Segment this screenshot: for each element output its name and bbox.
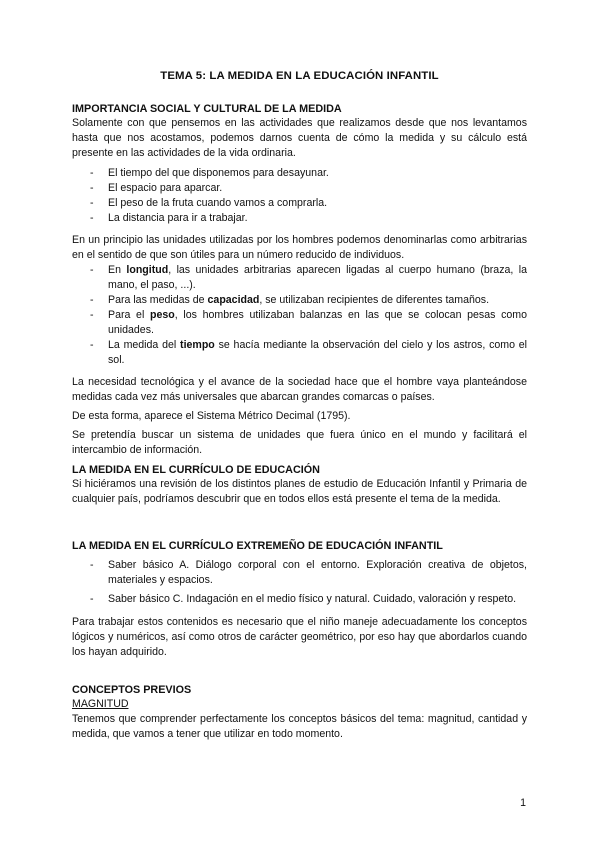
units-list [72,263,527,368]
saberes-list [72,558,527,607]
section-importancia [72,103,527,458]
activity-list [72,166,527,226]
section-heading: CONCEPTOS PREVIOS [72,684,192,696]
subsection-heading: MAGNITUD [72,698,129,710]
section-heading: LA MEDIDA EN EL CURRÍCULO DE EDUCACIÓN [72,464,320,476]
paragraph: En un principio las unidades utilizadas por los hombres podemos denominarlas como arbitrarias en el sentido de que son útiles para un número reducido de individuos. [72,234,527,261]
list-item: - El espacio para aparcar. [90,182,223,194]
paragraph: Tenemos que comprender perfectamente los conceptos básicos del tema: magnitud, cantidad y medida, que vamos a tener que utilizar en todo momento. [72,713,527,740]
section-heading: LA MEDIDA EN EL CURRÍCULO EXTREMEÑO DE EDUCACIÓN INFANTIL [72,540,443,552]
list-item: - La distancia para ir a trabajar. [90,212,248,224]
section-conceptos-previos [72,684,527,742]
page-number: 1 [520,797,526,809]
paragraph: Para trabajar estos contenidos es necesario que el niño maneje adecuadamente los conceptos lógicos y numéricos, así como otros de carácter geométrico, por eso hay que abordarlos cuando los hayan adquirido. [72,616,527,658]
section-curriculo-extremeno [72,540,527,660]
paragraph: La necesidad tecnológica y el avance de la sociedad hace que el hombre vaya planteándose medidas cada vez más universales que abarcan grandes comarcas o países. [72,376,527,403]
paragraph: Solamente con que pensemos en las actividades que realizamos desde que nos levantamos hasta que nos acostamos, podemos darnos cuenta de cómo la medida y su cálculo está presente en las actividades de la vida ordinaria. [72,117,527,159]
paragraph: Si hiciéramos una revisión de los distintos planes de estudio de Educación Infantil y Primaria de cualquier país, podríamos descubrir que en todos ellos está presente el tema de la medida. [72,478,527,505]
paragraph: De esta forma, aparece el Sistema Métrico Decimal (1795). [72,410,351,422]
list-item: - En longitud, las unidades arbitrarias aparecen ligadas al cuerpo humano (braza, la mano, el paso, ...). [90,264,528,291]
list-item: - Saber básico C. Indagación en el medio físico y natural. Cuidado, valoración y respeto. [90,593,517,605]
section-curriculo [72,464,527,507]
list-item: - El peso de la fruta cuando vamos a comprarla. [90,197,328,209]
section-heading: IMPORTANCIA SOCIAL Y CULTURAL DE LA MEDIDA [72,103,342,115]
list-item: - La medida del tiempo se hacía mediante la observación del cielo y los astros, como el sol. [90,339,528,366]
list-item: - El tiempo del que disponemos para desayunar. [90,167,329,179]
document-title: TEMA 5: LA MEDIDA EN LA EDUCACIÓN INFANTIL [160,70,439,82]
list-item: - Para el peso, los hombres utilizaban balanzas en las que se colocan pesas como unidades. [90,309,527,336]
list-item: - Para las medidas de capacidad, se utilizaban recipientes de diferentes tamaños. [90,294,490,306]
paragraph: Se pretendía buscar un sistema de unidades que fuera único en el mundo y facilitará el intercambio de información. [72,429,527,456]
list-item: - Saber básico A. Diálogo corporal con el entorno. Exploración creativa de objetos, materiales y espacios. [90,559,527,586]
